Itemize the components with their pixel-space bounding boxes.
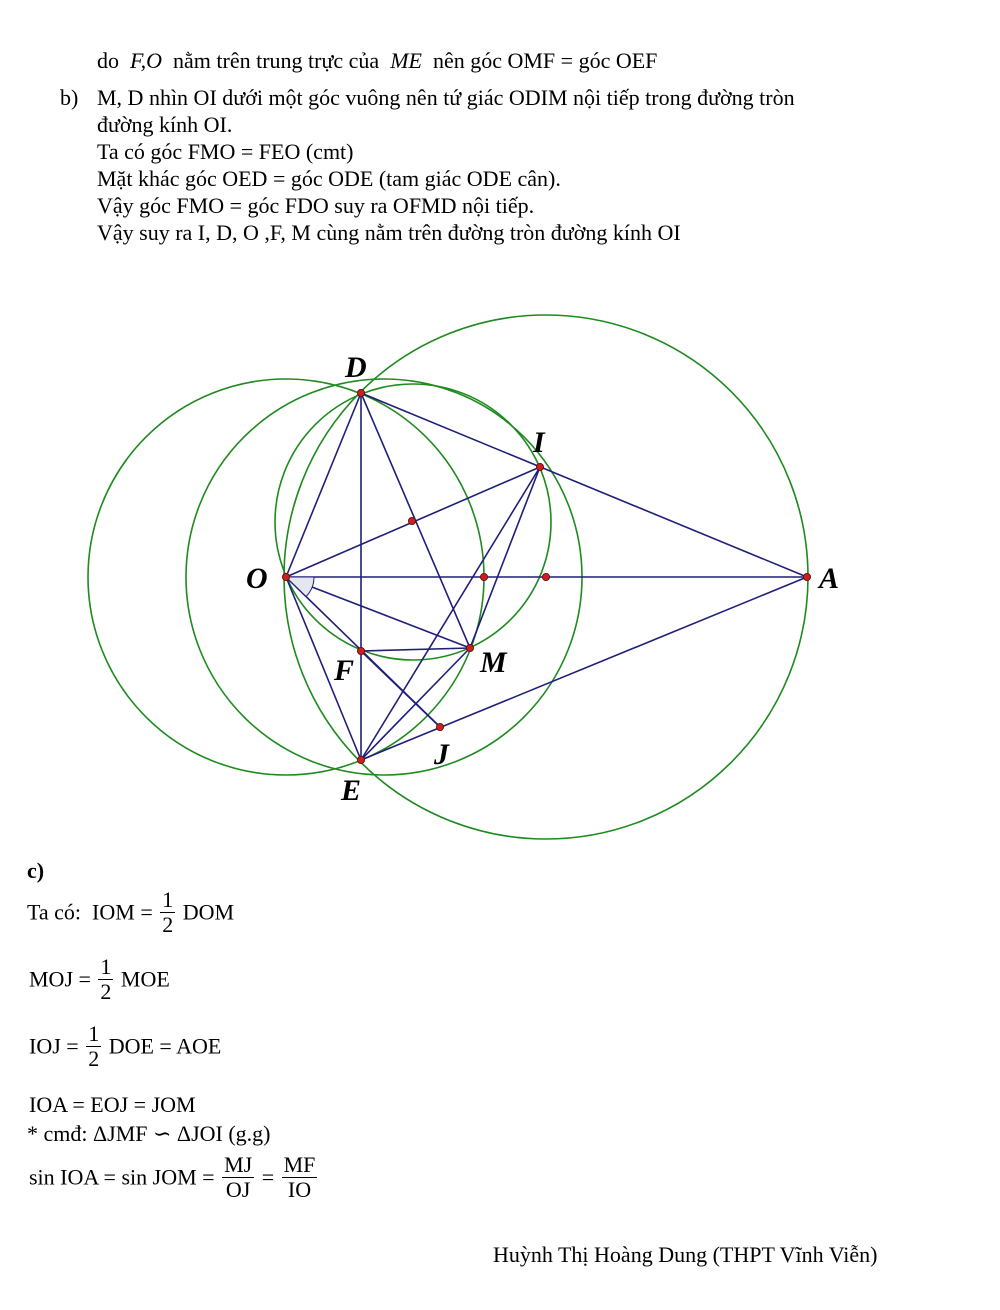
label-F: F [334,654,355,687]
eq6-f1-denominator: OJ [225,1177,251,1202]
equation-1 [27,888,234,937]
point-m [466,644,473,651]
math-fragment: F,O [130,48,162,73]
eq6-left: sin IOA = sin JOM = [29,1164,215,1190]
part-b-line-1: M, D nhìn OI dưới một góc vuông nên tứ giác ODIM nội tiếp trong đường tròn [97,85,795,110]
label-A: A [819,562,840,595]
eq3-fraction [86,1022,101,1071]
point-i [536,463,543,470]
eq6-equals: = [261,1164,275,1190]
segment-fj [361,651,440,727]
part-b-line-4: Mặt khác góc OED = góc ODE (tam giác ODE cân). [97,166,561,191]
part-b-line-6: Vậy suy ra I, D, O ,F, M cùng nằm trên đường tròn đường kính OI [97,220,681,245]
equation-2 [29,955,170,1004]
author-credit: Huỳnh Thị Hoàng Dung (THPT Vĩnh Viễn) [493,1242,878,1267]
point-o [282,573,289,580]
equation-5: * cmđ: ΔJMF ∽ ΔJOI (g.g) [27,1121,271,1146]
eq6-f2-numerator: MF [283,1152,316,1177]
equation-3 [29,1022,221,1071]
eq1-right: DOM [182,899,235,925]
eq1-denominator: 2 [162,912,174,937]
eq2-left: MOJ = [29,966,91,992]
eq1-prefix: Ta có: [27,899,82,925]
part-b-line-3: Ta có góc FMO = FEO (cmt) [97,139,354,164]
eq6-fraction-2 [282,1153,318,1202]
eq3-denominator: 2 [88,1046,100,1071]
eq1-fraction [160,888,175,937]
point-d [357,389,364,396]
segment-ea [361,577,807,760]
point-j [436,723,443,730]
segment-fm [361,648,470,651]
segment-im [470,467,540,648]
eq1-numerator: 1 [162,887,174,912]
eq6-f2-denominator: IO [287,1177,312,1202]
eq6-f1-numerator: MJ [224,1152,253,1177]
label-J: J [434,738,449,771]
label-E: E [341,774,362,807]
point-n [480,573,487,580]
label-I: I [533,426,545,459]
part-b-line-2: đường kính OI. [97,112,233,137]
math-fragment: ME [390,48,422,73]
segment-ie [361,467,540,760]
point-a [803,573,810,580]
eq2-fraction [98,955,113,1004]
point-f [357,647,364,654]
eq6-fraction-1 [222,1153,254,1202]
text-fragment: do [97,48,119,73]
equation-6 [29,1153,319,1202]
part-c-label: c) [27,858,45,883]
equation-4: IOA = EOJ = JOM [29,1092,196,1117]
labels-group [246,351,839,807]
eq3-right: DOE = AOE [108,1033,222,1059]
label-M: M [480,646,507,679]
eq2-denominator: 2 [100,979,112,1004]
point-e [357,756,364,763]
part-b-label: b) [60,85,79,110]
eq1-left: IOM = [92,899,153,925]
part-b-line-5: Vậy góc FMO = góc FDO suy ra OFMD nội tiếp. [97,193,535,218]
point-k [408,517,415,524]
eq2-numerator: 1 [100,954,112,979]
text-fragment: nên góc OMF = góc OEF [432,48,658,73]
segment-me [361,648,470,760]
eq3-numerator: 1 [88,1021,100,1046]
text-fragment: nằm trên trung trực của [173,48,380,73]
label-O: O [246,562,268,595]
label-D: D [345,351,367,384]
eq2-right: MOE [120,966,170,992]
point-c [542,573,549,580]
eq3-left: IOJ = [29,1033,79,1059]
segment-om [286,577,470,648]
